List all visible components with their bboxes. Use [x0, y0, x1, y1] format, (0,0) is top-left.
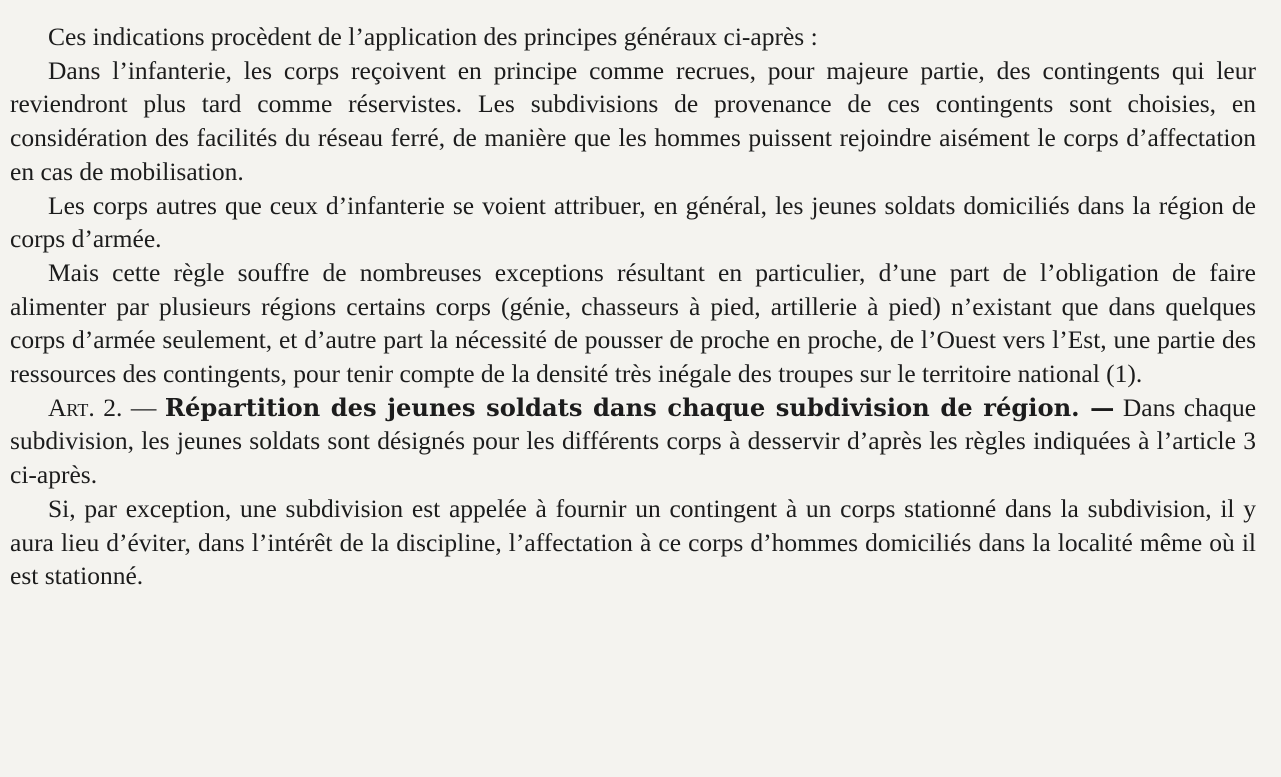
paragraph-closing: Si, par exception, une subdivision est appelée à fournir un contingent à un corps stationné dans la subdivision, il y aura lieu d’éviter, dans l’intérêt de la discipline, l’affectation à ce corps d’hommes domiciliés dans la localité même où il est stationné.: [10, 493, 1256, 591]
paragraph-other-corps: Les corps autres que ceux d’infanterie se voient attribuer, en général, les jeunes soldats domiciliés dans la région de corps d’armée.: [10, 190, 1256, 254]
paragraph-infantry: Dans l’infanterie, les corps reçoivent en principe comme recrues, pour majeure partie, des contingents qui leur reviendront plus tard comme réservistes. Les subdivisions de provenance de ces contingents sont choisies, en considération des facilités du réseau ferré, de manière que les hommes puissent rejoindre aisément le corps d’affectation en cas de mobilisation.: [10, 55, 1256, 186]
article-title: Répartition des jeunes soldats dans chaque subdivision de région. —: [164, 392, 1115, 422]
document-page: [10, 20, 1256, 593]
article-2-paragraph: [10, 391, 1256, 492]
article-text: Dans chaque subdivision, les jeunes soldats sont désignés pour les différents corps à desservir d’après les règles indiquées à l’article 3 ci-après.: [10, 392, 1257, 490]
paragraph-exceptions: Mais cette règle souffre de nombreuses exceptions résultant en particulier, d’une part de l’obligation de faire alimenter par plusieurs régions certains corps (génie, chasseurs à pied, artillerie à pied) n’existant que dans quelques corps d’armée seulement, et d’autre part la nécessité de pousser de proche en proche, de l’Ouest vers l’Est, une partie des ressources des contingents, pour tenir compte de la densité très inégale des troupes sur le territoire national (1).: [10, 257, 1256, 389]
paragraph-principles-intro: Ces indications procèdent de l’application des principes généraux ci-après :: [48, 22, 818, 51]
article-label: Art. 2. —: [48, 392, 157, 422]
